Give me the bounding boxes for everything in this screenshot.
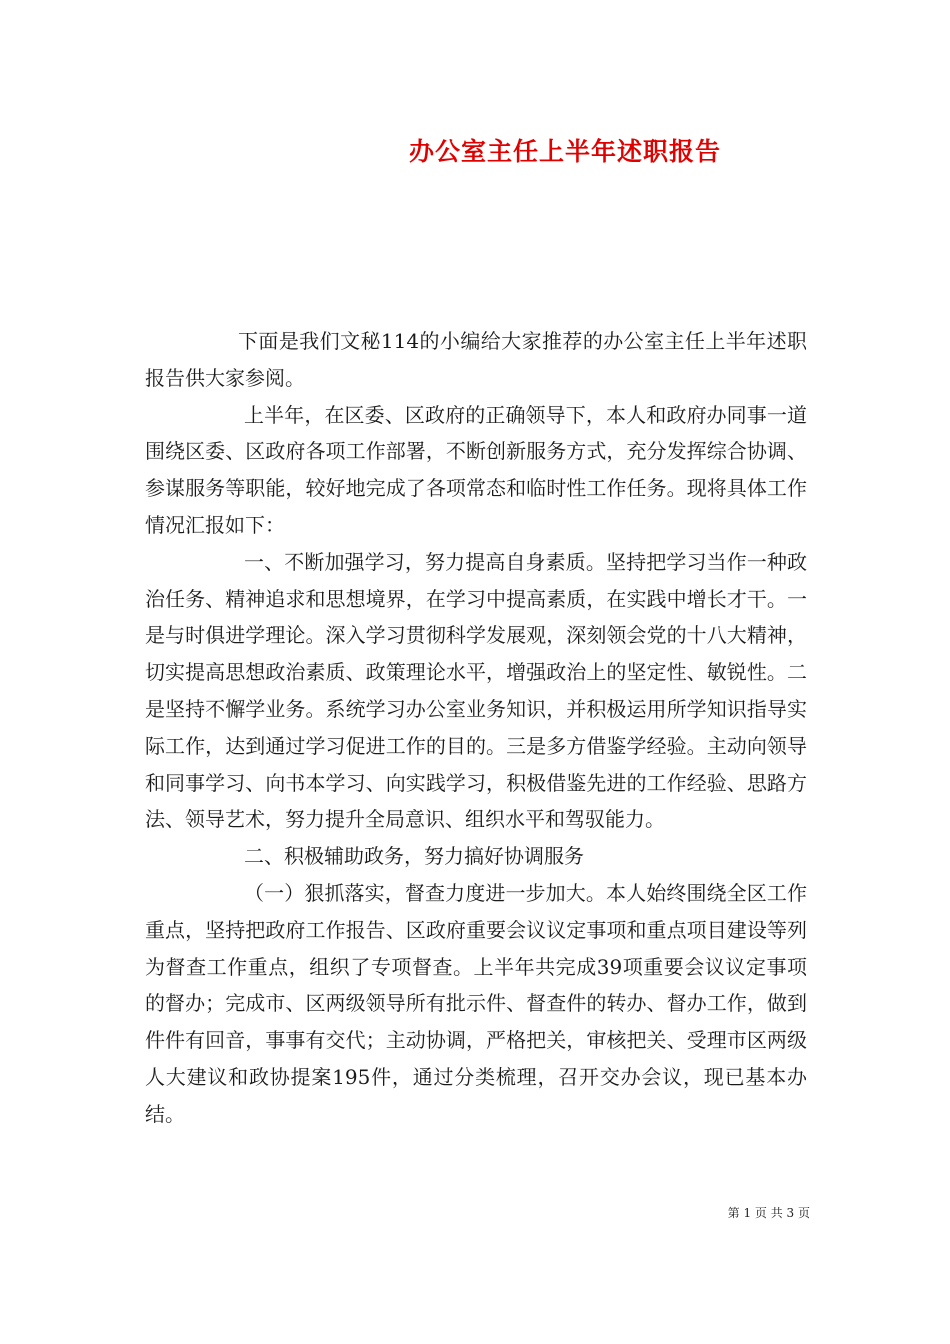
heading-section-two: 二、积极辅助政务，努力搞好协调服务	[244, 844, 584, 869]
paragraph-overview: 上半年，在区委、区政府的正确领导下，本人和政府办同事一道围绕区委、区政府各项工作部署，不断创新服务方式，充分发挥综合协调、参谋服务等职能，较好地完成了各项常态和临时性工作任务。现将具体工作情况汇报如下：	[145, 402, 807, 537]
document-body	[145, 323, 807, 1133]
page-number-footer: 第 1 页 共 3 页	[727, 1206, 810, 1220]
document-title: 办公室主任上半年述职报告	[408, 137, 721, 166]
paragraph-section-one: 一、不断加强学习，努力提高自身素质。坚持把学习当作一种政治任务、精神追求和思想境界，在学习中提高素质，在实践中增长才干。一是与时俱进学理论。深入学习贯彻科学发展观，深刻领会党的十八大精神，切实提高思想政治素质、政策理论水平，增强政治上的坚定性、敏锐性。二是坚持不懈学业务。系统学习办公室业务知识，并积极运用所学知识指导实际工作，达到通过学习促进工作的目的。三是多方借鉴学经验。主动向领导和同事学习、向书本学习、向实践学习，积极借鉴先进的工作经验、思路方法、领导艺术，努力提升全局意识、组织水平和驾驭能力。	[145, 549, 807, 832]
paragraph-intro: 下面是我们文秘114的小编给大家推荐的办公室主任上半年述职报告供大家参阅。	[145, 329, 807, 390]
paragraph-section-two-part-one: （一）狠抓落实，督查力度进一步加大。本人始终围绕全区工作重点，坚持把政府工作报告、区政府重要会议议定事项和重点项目建设等列为督查工作重点，组织了专项督查。上半年共完成39项重要会议议定事项的督办；完成市、区两级领导所有批示件、督查件的转办、督办工作，做到件件有回音，事事有交代；主动协调，严格把关，审核把关、受理市区两级人大建议和政协提案195件，通过分类梳理，召开交办会议，现已基本办结。	[145, 880, 807, 1126]
